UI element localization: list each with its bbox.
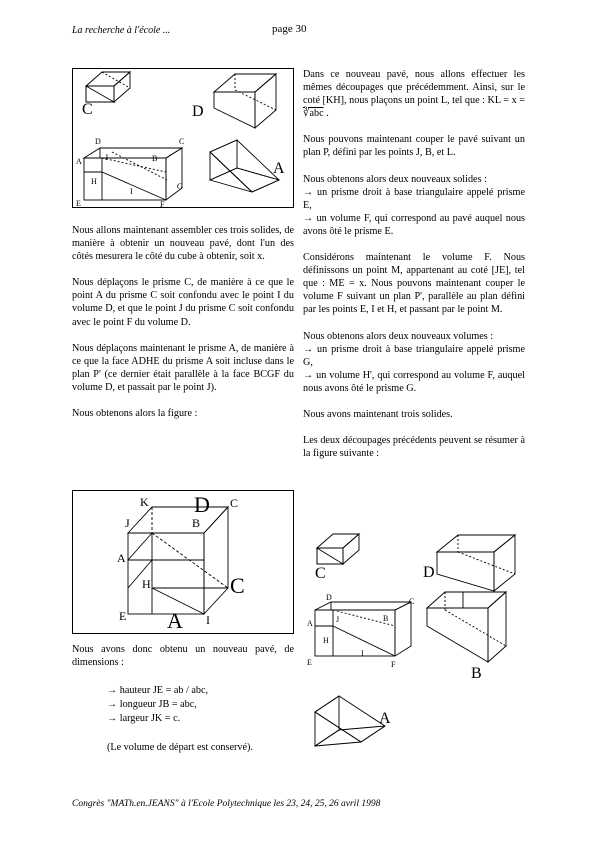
fig3-label-c: C	[315, 565, 326, 582]
fig3-label-a: A	[379, 710, 391, 727]
paragraph: Nous pouvons maintenant couper le pavé suivant un plan P, défini par les points J, B, et L.	[303, 134, 525, 159]
volume-d-drawing	[214, 74, 276, 128]
fig2-label-cbig: C	[230, 573, 245, 598]
volume-note: (Le volume de départ est conservé).	[107, 741, 253, 753]
full-box-drawing	[315, 602, 411, 656]
paragraph	[303, 173, 525, 238]
fig3-box-label-j: J	[336, 615, 340, 624]
fig2-label-i: I	[206, 613, 210, 627]
box-label-f: F	[160, 200, 165, 209]
box-label-g: G	[177, 182, 183, 191]
label-d: D	[192, 103, 204, 120]
assembled-box-drawing	[128, 507, 228, 614]
fig2-label-d: D	[194, 492, 210, 517]
paragraph: Nous avons donc obtenu un nouveau pavé, de dimensions :	[72, 644, 294, 669]
fig3-box-label-c: C	[409, 597, 415, 606]
box-label-b: B	[152, 154, 158, 163]
text: → un volume F, qui correspond au pavé auquel nous avons ôté le prisme E.	[303, 212, 525, 237]
box-label-i: I	[130, 187, 133, 196]
prism-c-drawing	[86, 72, 130, 102]
cube-root: ∛abc	[303, 108, 324, 120]
dimensions-list	[107, 684, 253, 755]
box-label-c: C	[179, 137, 185, 146]
dimension-hauteur: → hauteur JE = ab / abc,	[107, 685, 209, 696]
prism-c-drawing	[317, 534, 359, 564]
fig3-box-label-i: I	[361, 649, 364, 658]
fig2-label-j: J	[125, 516, 130, 530]
fig2-label-b: B	[192, 516, 201, 530]
dimension-largeur: → largeur JK = c.	[107, 713, 181, 725]
fig3-box-label-e: E	[307, 658, 312, 667]
text: → un volume H', qui correspond au volume F, auquel nous avons ôté le prisme G.	[303, 369, 525, 394]
label-a: A	[273, 160, 285, 177]
fig2-label-a: A	[117, 551, 126, 565]
volume-b-drawing	[427, 592, 506, 662]
paragraph	[303, 330, 525, 395]
fig2-label-k: K	[140, 495, 149, 509]
volume-d-drawing	[437, 535, 515, 591]
fig2-label-e: E	[119, 609, 127, 623]
text: Nous obtenons alors deux nouveaux volumes :	[303, 330, 494, 342]
text: Dans ce nouveau pavé, nous allons effectuer les mêmes découpages que précédemment. Ainsi, sur le coté [KH], nous plaçons un point L, tel que : KL = x =	[303, 69, 525, 107]
box-label-e: E	[76, 199, 81, 208]
paragraph: Nous obtenons alors la figure :	[72, 408, 198, 420]
box-label-d: D	[95, 137, 101, 146]
prism-a-drawing	[315, 696, 385, 746]
paragraph: Nous allons maintenant assembler ces trois solides, de manière à obtenir un nouveau pavé, dont l'un des côtés mesurera le côté du cube à obtenir, soit x.	[72, 225, 294, 263]
box-label-j: J	[105, 153, 109, 162]
paragraph: Nous déplaçons le prisme C, de manière à ce que le point A du prisme C soit confondu avec le point I du volume D, et que le point J du prisme C soit confondu avec le point F du volume D.	[72, 277, 294, 328]
fig3-box-label-d: D	[326, 593, 332, 602]
paragraph: Nous avons maintenant trois solides.	[303, 408, 453, 420]
fig2-label-abig: A	[167, 608, 183, 633]
paragraph: Considérons maintenant le volume F. Nous définissons un point M, appartenant au coté [JE], tel que : ME = x. Nous pouvons maintenant couper le volume F suivant un plan P', parallèle au plan défini par les points E, I et H, et passant par le point M.	[303, 252, 525, 316]
fig2-label-h: H	[142, 577, 151, 591]
fig3-box-label-f: F	[391, 660, 396, 669]
fig3-box-label-a: A	[307, 619, 313, 628]
paragraph	[303, 68, 525, 120]
text: Nous obtenons alors deux nouveaux solides :	[303, 173, 487, 185]
right-column	[303, 68, 525, 473]
running-header: La recherche à l'école ...	[72, 25, 171, 36]
text: → un prisme droit à base triangulaire appelé prisme G,	[303, 343, 525, 368]
box-label-a: A	[76, 157, 82, 166]
dimension-longueur: → longueur JB = abc,	[107, 699, 197, 711]
fig3-label-d: D	[423, 564, 435, 581]
text: .	[323, 108, 329, 120]
fig2-label-c: C	[230, 496, 239, 510]
label-c: C	[82, 101, 93, 118]
text: → un prisme droit à base triangulaire appelé prisme E,	[303, 186, 525, 211]
box-label-h: H	[91, 177, 97, 186]
left-column-continued	[72, 643, 294, 682]
paragraph: Nous déplaçons maintenant le prisme A, de manière à ce que la face ADHE du prisme A soit incluse dans le plan P' (ce dernier était parallèle à la face BCGF du volume D, et passait par le point J).	[72, 342, 294, 393]
figure-1-decomposition	[72, 68, 294, 208]
left-column	[72, 224, 294, 433]
figure-2-assembled-box	[72, 490, 294, 634]
paragraph: Les deux découpages précédents peuvent se résumer à la figure suivante :	[303, 435, 525, 460]
figure-3-summary	[303, 530, 525, 760]
page-footer: Congrès "MATh.en.JEANS" à l'Ecole Polytechnique les 23, 24, 25, 26 avril 1998	[72, 799, 381, 809]
fig3-label-b: B	[471, 665, 482, 682]
full-box-drawing	[84, 148, 182, 200]
page-number: page 30	[272, 23, 307, 35]
fig3-box-label-h: H	[323, 636, 329, 645]
prism-a-drawing	[210, 140, 279, 192]
fig3-box-label-b: B	[383, 614, 389, 623]
